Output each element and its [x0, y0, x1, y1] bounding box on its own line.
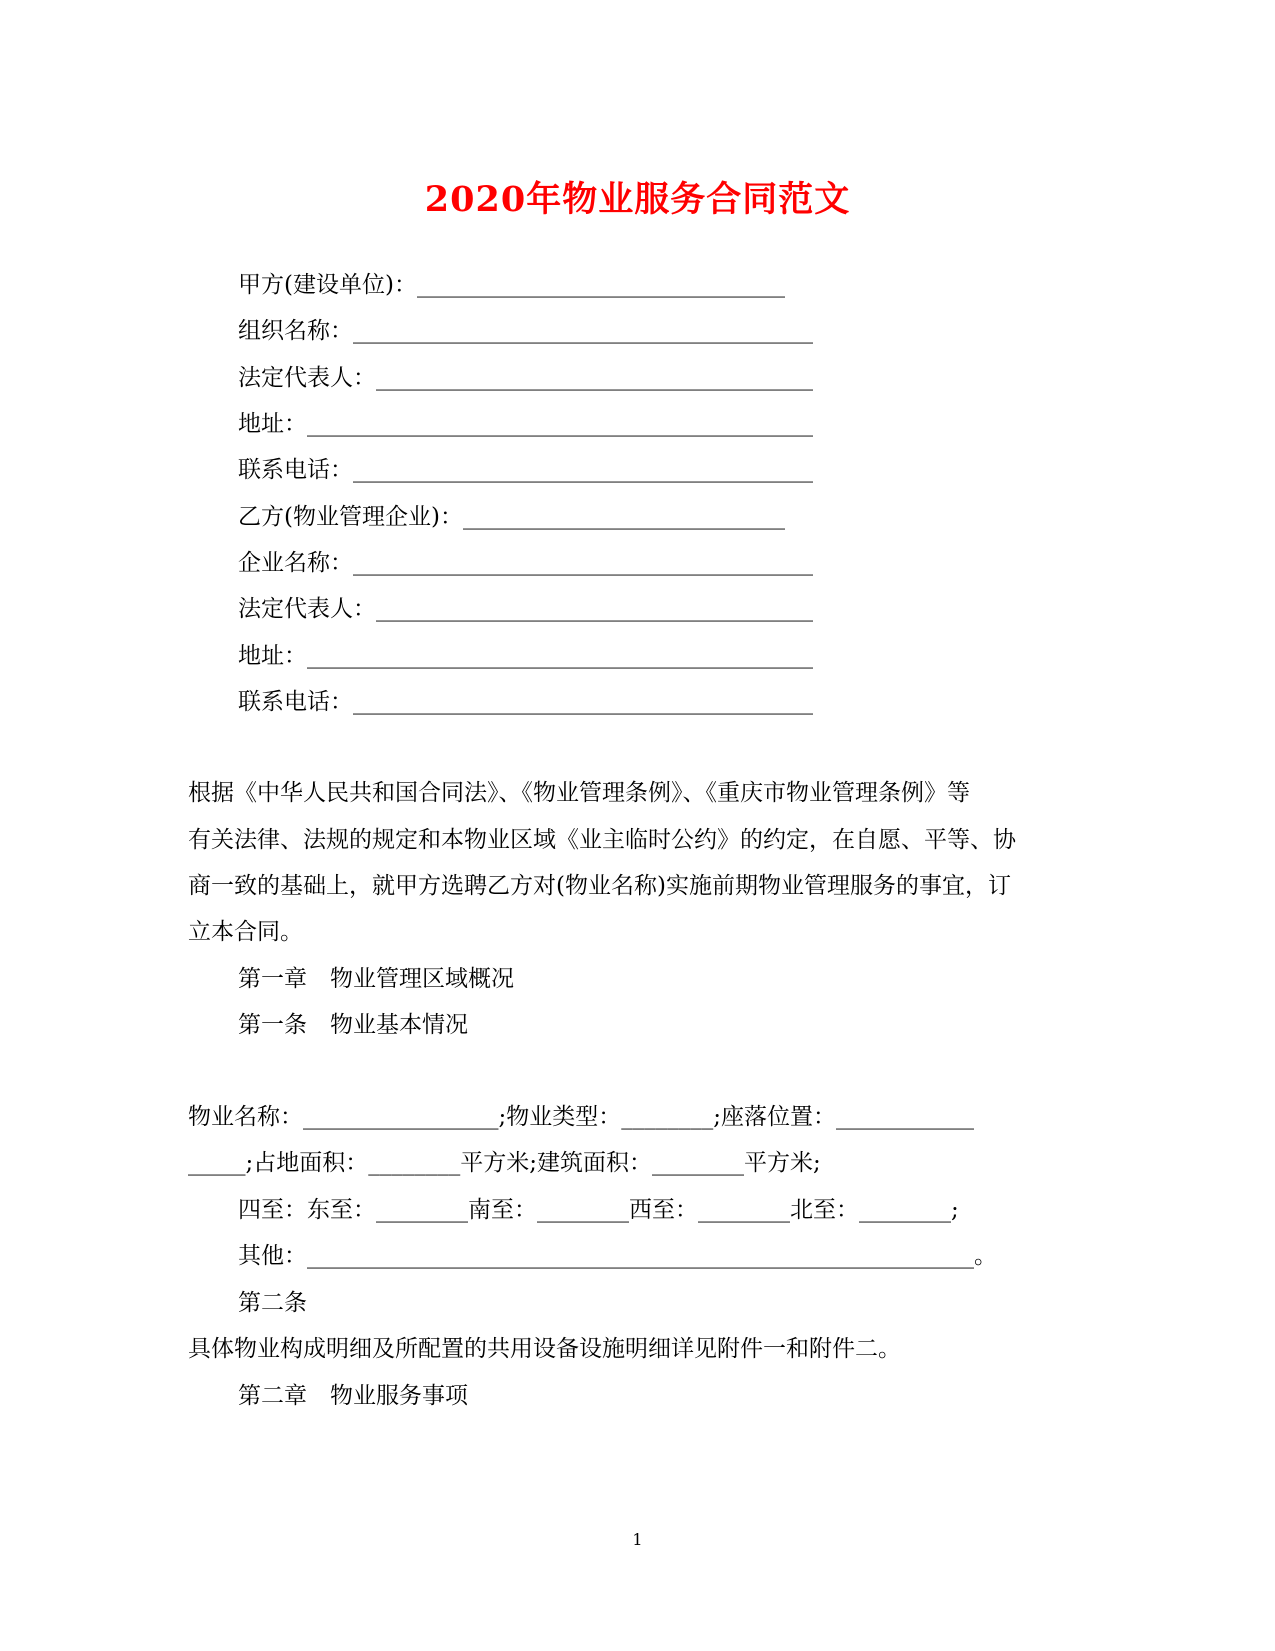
preamble-line-4: 立本合同。	[188, 919, 303, 945]
preamble-line-1: 根据《中华人民共和国合同法》、《物业管理条例》、《重庆市物业管理条例》等	[188, 780, 970, 806]
document-title: 2020年物业服务合同范文	[424, 179, 851, 220]
preamble-line-3: 商一致的基础上，就甲方选聘乙方对(物业名称)实施前期物业管理服务的事宜，订	[188, 873, 1011, 899]
party-a-rep-field: 法定代表人：______________________________________	[238, 365, 813, 391]
party-b-org-field: 企业名称：________________________________________	[238, 550, 813, 576]
chapter-1-heading: 第一章 物业管理区域概况	[238, 966, 514, 992]
party-a-org-field: 组织名称：________________________________________	[238, 318, 813, 344]
page-number: 1	[632, 1530, 643, 1549]
party-a-address-field: 地址：____________________________________________	[238, 411, 813, 437]
party-a-phone-field: 联系电话：________________________________________	[238, 457, 813, 483]
property-info-line-2: _____;占地面积：________平方米;建筑面积：________平方米;	[188, 1150, 821, 1176]
article-2-text: 具体物业构成明细及所配置的共用设备设施明细详见附件一和附件二。	[188, 1336, 901, 1362]
party-b-phone-field: 联系电话：________________________________________	[238, 689, 813, 715]
party-a-header: 甲方(建设单位)：________________________________	[238, 272, 785, 298]
boundaries-line: 四至：东至：________南至：________西至：________北至：________;	[238, 1197, 959, 1223]
article-2-heading: 第二条	[238, 1290, 307, 1316]
party-b-address-field: 地址：____________________________________________	[238, 643, 813, 669]
article-1-heading: 第一条 物业基本情况	[238, 1012, 468, 1038]
chapter-2-heading: 第二章 物业服务事项	[238, 1383, 468, 1409]
other-line: 其他：__________________________________________________________。	[238, 1243, 997, 1269]
preamble-line-2: 有关法律、法规的规定和本物业区域《业主临时公约》的约定，在自愿、平等、协	[188, 827, 1016, 853]
property-info-line-1: 物业名称：_________________;物业类型：________;座落位置：____________	[188, 1104, 974, 1130]
party-b-header: 乙方(物业管理企业)：____________________________	[238, 504, 785, 530]
party-b-rep-field: 法定代表人：______________________________________	[238, 596, 813, 622]
